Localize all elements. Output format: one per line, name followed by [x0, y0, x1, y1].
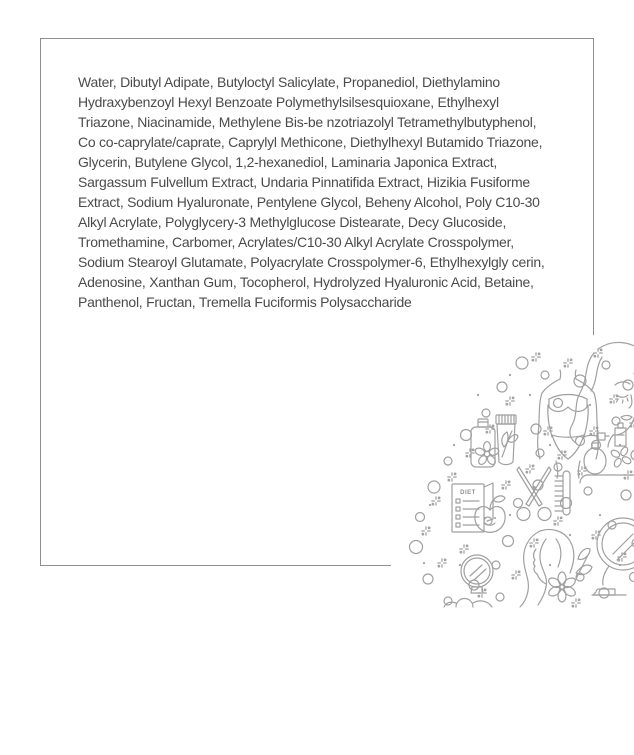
woman-swimsuit-body-icon: [538, 370, 599, 478]
ingredients-line: Sodium Stearoyl Glutamate, Polyacrylate Crosspolymer-6, Ethylhexylgly cerin,: [78, 252, 578, 272]
ingredients-line: Sargassum Fulvellum Extract, Undaria Pinnatifida Extract, Hizikia Fusiforme: [78, 172, 578, 192]
beauty-icons-art: [390, 335, 634, 755]
beauty-icons-circle: [390, 335, 634, 755]
cosmetic-bottle-icon: [471, 419, 500, 467]
flower-icon: [547, 572, 577, 602]
ingredients-line: Extract, Sodium Hyaluronate, Pentylene Glycol, Beheny Alcohol, Poly C10-30: [78, 192, 578, 212]
ingredients-text-block: [78, 72, 578, 312]
scissors-icon: [517, 467, 551, 521]
makeup-mirror-icon: [461, 555, 493, 593]
flower-icon: [474, 442, 499, 466]
ingredients-line: Water, Dibutyl Adipate, Butyloctyl Salicylate, Propanediol, Diethylamino: [78, 72, 578, 92]
ingredients-line: Alkyl Acrylate, Polyglycery-3 Methylglucose Distearate, Decy Glucoside,: [78, 212, 578, 232]
ingredients-line: Hydraxybenzoyl Hexyl Benzoate Polymethylsilsesquioxane, Ethylhexyl: [78, 92, 578, 112]
diet-label: DIET: [460, 490, 476, 496]
sparkle-icons: [422, 349, 634, 607]
fan-flower-icon: [610, 446, 632, 468]
woman-face-icon: [570, 342, 634, 447]
ingredients-line: Tromethamine, Carbomer, Acrylates/C10-30 Alkyl Acrylate Crosspolymer,: [78, 232, 578, 252]
ingredients-line: Glycerin, Butylene Glycol, 1,2-hexanediol, Laminaria Japonica Extract,: [78, 152, 578, 172]
bubble-icons: [410, 357, 634, 605]
woman-hair-flower-icon: [520, 529, 592, 607]
ingredients-line: Co co-caprylate/caprate, Caprylyl Methicone, Diethylhexyl Butamido Triazone,: [78, 132, 578, 152]
ingredients-line: Triazone, Niacinamide, Methylene Bis-be nzotriazolyl Tetramethylbutyphenol,: [78, 112, 578, 132]
ingredients-line: Adenosine, Xanthan Gum, Tocopherol, Hydrolyzed Hyaluronic Acid, Betaine,: [78, 272, 578, 292]
standing-mirror-icon: [592, 518, 634, 595]
cream-tube-icon: [496, 415, 518, 465]
perfume-atomizer-icon: [576, 423, 634, 483]
ingredients-line: Panthenol, Fructan, Tremella Fuciformis Polysaccharide: [78, 292, 578, 312]
